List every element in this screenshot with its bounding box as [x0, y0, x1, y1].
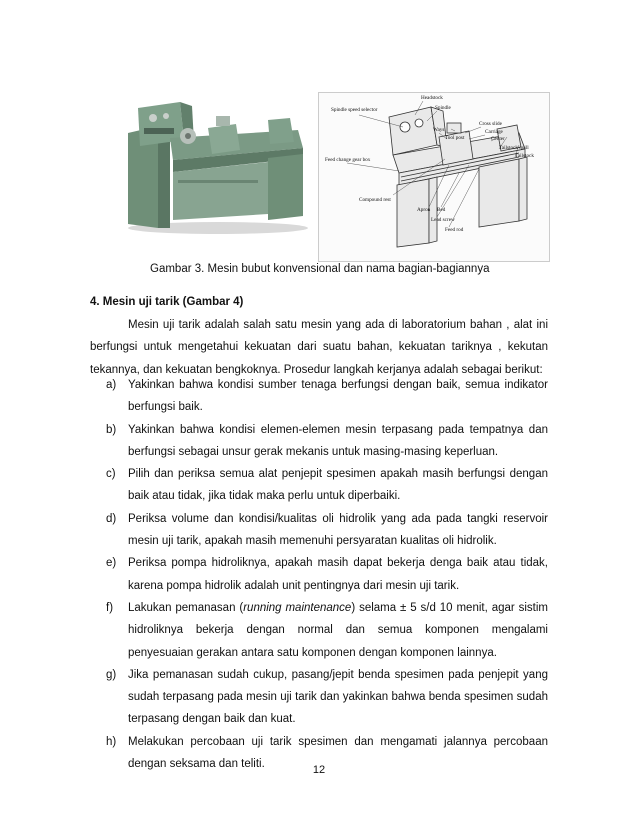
list-item-a	[90, 374, 548, 419]
list-marker: f)	[106, 601, 114, 614]
list-item-e	[90, 552, 548, 597]
list-marker: a)	[106, 379, 117, 391]
label-ways: Ways	[433, 127, 445, 133]
label-bed: Bed	[437, 207, 446, 213]
section-heading: 4. Mesin uji tarik (Gambar 4)	[90, 296, 244, 308]
list-marker: h)	[106, 735, 117, 748]
label-carriage: Carriage	[485, 129, 503, 135]
label-feed-change-gear-box: Feed change gear box	[325, 157, 371, 163]
label-apron: Apron	[417, 207, 431, 213]
list-marker: g)	[106, 668, 117, 681]
list-marker: b)	[106, 423, 117, 436]
label-feed-rod: Feed rod	[445, 227, 464, 233]
lathe-machine-photo	[118, 88, 313, 238]
label-spindle-speed-selector: Spindle speed selector	[331, 107, 378, 113]
list-item-text: Jika pemanasan sudah cukup, pasang/jepit benda spesimen pada penjepit yang sudah terpasang pada mesin uji tarik dan yakinkan bahwa benda spesimen sudah terpasang dengan baik dan kuat.	[128, 668, 548, 726]
label-lead-screw: Lead screw	[431, 217, 455, 223]
list-item-text-before: Lakukan pemanasan (	[128, 601, 244, 614]
label-tailstock: Tailstock	[515, 153, 534, 159]
list-item-g	[90, 664, 548, 731]
list-item-text-after: ) selama ± 5 s/d 10 menit, agar sistim hidroliknya bekerja dengan normal dan semua komponen mengalami penyesuaian gerakan antara satu komponen dengan komponen lainnya.	[128, 601, 548, 659]
label-center: Center	[491, 136, 505, 142]
label-compound-rest: Compound rest	[359, 197, 391, 203]
label-tailstock-quill: Tailstock quill	[499, 145, 529, 151]
page-number: 12	[312, 764, 326, 776]
list-item-text: Yakinkan bahwa kondisi sumber tenaga berfungsi dengan baik, semua indikator berfungsi baik.	[128, 379, 548, 414]
list-item-text: Yakinkan bahwa kondisi elemen-elemen mesin terpasang pada tempatnya dan berfungsi sebagai unsur gerak mekanis untuk masing-masing keperluan.	[128, 423, 548, 458]
list-item-text: Pilih dan periksa semua alat penjepit spesimen apakah masih berfungsi dengan baik atau tidak, jika tidak maka perlu untuk diperbaiki.	[128, 468, 548, 503]
list-item-b	[90, 419, 548, 464]
list-marker: d)	[106, 512, 117, 525]
label-tool-post: Tool post	[445, 135, 465, 141]
list-item-d	[90, 508, 548, 553]
list-item-text: Periksa pompa hidroliknya, apakah masih dapat bekerja denga baik atau tidak, karena pompa hidrolik adalah unit pentingnya dari mesin uji tarik.	[128, 557, 548, 592]
intro-paragraph: Mesin uji tarik adalah salah satu mesin yang ada di laboratorium bahan , alat ini berfungsi untuk mengetahui kekuatan dari suatu bahan, kekuatan tariknya , kekutan tekannya, dan kekuatan bengkoknya. Prosedur langkah kerjanya adalah sebagai berikut:	[90, 319, 548, 376]
list-item-text-italic: running maintenance	[243, 601, 352, 614]
lathe-parts-diagram	[318, 92, 550, 262]
list-marker: e)	[106, 557, 117, 570]
list-item-text: Periksa volume dan kondisi/kualitas oli hidrolik yang ada pada tangki reservoir mesin uji tarik, apakah masih memenuhi persyaratan kualitas oli hidrolik.	[128, 512, 548, 548]
list-item-text: Melakukan percobaan uji tarik spesimen dan mengamati jalannya percobaan dengan seksama dan teliti.	[128, 735, 548, 771]
procedure-list	[90, 374, 548, 775]
list-item-f	[90, 597, 548, 664]
label-spindle: Spindle	[435, 105, 451, 111]
list-marker: c)	[106, 468, 116, 481]
label-cross-slide: Cross slide	[479, 121, 502, 127]
figure-caption: Gambar 3. Mesin bubut konvensional dan nama bagian-bagiannya	[150, 263, 490, 275]
label-headstock: Headstock	[421, 95, 443, 101]
list-item-c	[90, 463, 548, 508]
